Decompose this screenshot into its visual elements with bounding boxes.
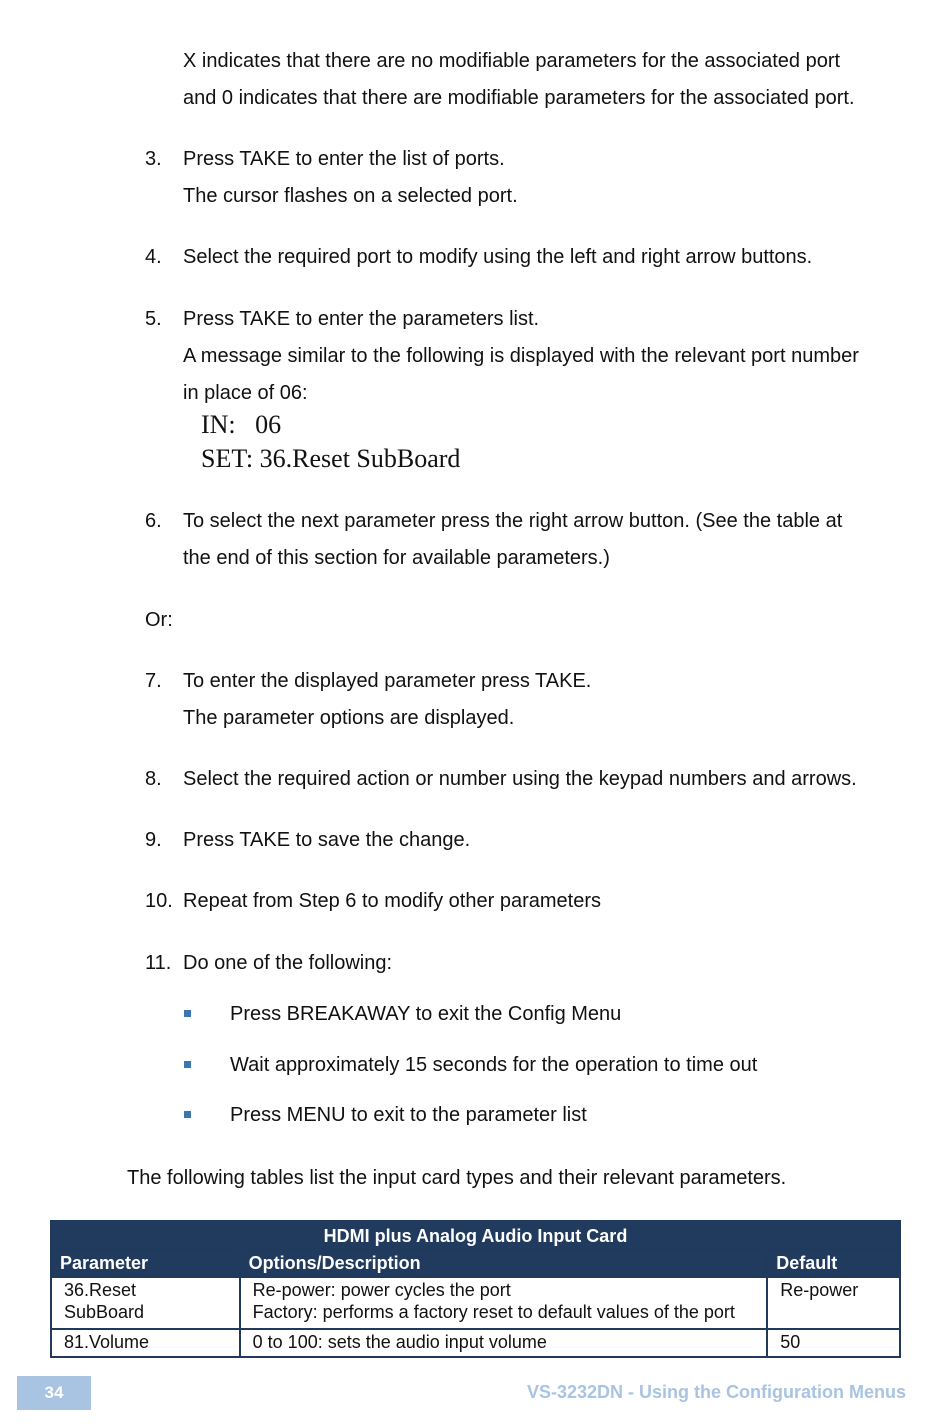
intro-line-2: and 0 indicates that there are modifiable parameters for the associated port. — [183, 87, 855, 109]
step-text: Select the required port to modify using the left and right arrow buttons. — [183, 246, 813, 268]
or-label: Or: — [145, 609, 173, 631]
description-line: 0 to 100: sets the audio input volume — [252, 1332, 547, 1352]
description-cell — [240, 1329, 768, 1357]
description-line: Re-power: power cycles the port — [252, 1280, 511, 1300]
table-row — [51, 1277, 900, 1329]
table-header-row — [51, 1249, 900, 1277]
step-text: To select the next parameter press the right arrow button. (See the table at — [183, 510, 843, 532]
step-number: 7. — [145, 670, 162, 692]
display-line-1: IN: 06 — [201, 410, 282, 439]
intro-line-1: X indicates that there are no modifiable parameters for the associated port — [183, 50, 841, 72]
step-text: Select the required action or number using the keypad numbers and arrows. — [183, 768, 857, 790]
description-line: Factory: performs a factory reset to default values of the port — [252, 1301, 735, 1322]
step-number: 4. — [145, 246, 162, 268]
footer-title: VS-3232DN - Using the Configuration Menus — [526, 1382, 906, 1402]
step-number: 11. — [145, 952, 172, 974]
step-text: the end of this section for available parameters.) — [183, 547, 610, 569]
description-cell — [240, 1277, 768, 1329]
step-number: 3. — [145, 148, 162, 170]
page-number: 34 — [17, 1376, 91, 1410]
square-bullet-icon — [184, 1111, 191, 1118]
step-text: To enter the displayed parameter press TAKE. — [183, 670, 592, 692]
bullet-item: Wait approximately 15 seconds for the operation to time out — [230, 1054, 758, 1076]
step-text: in place of 06: — [183, 382, 308, 404]
bullet-item: Press MENU to exit to the parameter list — [230, 1104, 587, 1126]
step-number: 9. — [145, 829, 162, 851]
default-cell: Re-power — [767, 1277, 900, 1329]
step-text: Repeat from Step 6 to modify other parameters — [183, 890, 601, 912]
step-number: 6. — [145, 510, 162, 532]
parameter-name: SubBoard — [64, 1301, 145, 1322]
step-number: 5. — [145, 308, 162, 330]
parameter-cell — [51, 1329, 240, 1357]
table-row — [51, 1329, 900, 1357]
column-header-default: Default — [767, 1249, 900, 1277]
square-bullet-icon — [184, 1010, 191, 1017]
step-number: 8. — [145, 768, 162, 790]
parameter-name: 81.Volume — [64, 1332, 150, 1352]
step-text: Press TAKE to enter the list of ports. — [183, 148, 505, 170]
display-line-2: SET: 36.Reset SubBoard — [201, 444, 461, 473]
bullet-item: Press BREAKAWAY to exit the Config Menu — [230, 1003, 622, 1025]
parameter-name: 36.Reset — [64, 1280, 137, 1300]
step-text: Press TAKE to enter the parameters list. — [183, 308, 540, 330]
parameter-table — [50, 1220, 901, 1358]
step-text: A message similar to the following is displayed with the relevant port number — [183, 345, 859, 367]
table-title-row — [51, 1221, 900, 1249]
step-number: 10. — [145, 890, 173, 912]
parameter-cell — [51, 1277, 240, 1329]
step-text: The cursor flashes on a selected port. — [183, 185, 518, 207]
step-text: Press TAKE to save the change. — [183, 829, 471, 851]
default-cell: 50 — [767, 1329, 900, 1357]
column-header-parameter: Parameter — [51, 1249, 240, 1277]
tables-intro: The following tables list the input card types and their relevant parameters. — [127, 1167, 787, 1189]
step-text: The parameter options are displayed. — [183, 707, 515, 729]
square-bullet-icon — [184, 1061, 191, 1068]
step-text: Do one of the following: — [183, 952, 393, 974]
table-title: HDMI plus Analog Audio Input Card — [51, 1221, 900, 1249]
column-header-description: Options/Description — [240, 1249, 768, 1277]
